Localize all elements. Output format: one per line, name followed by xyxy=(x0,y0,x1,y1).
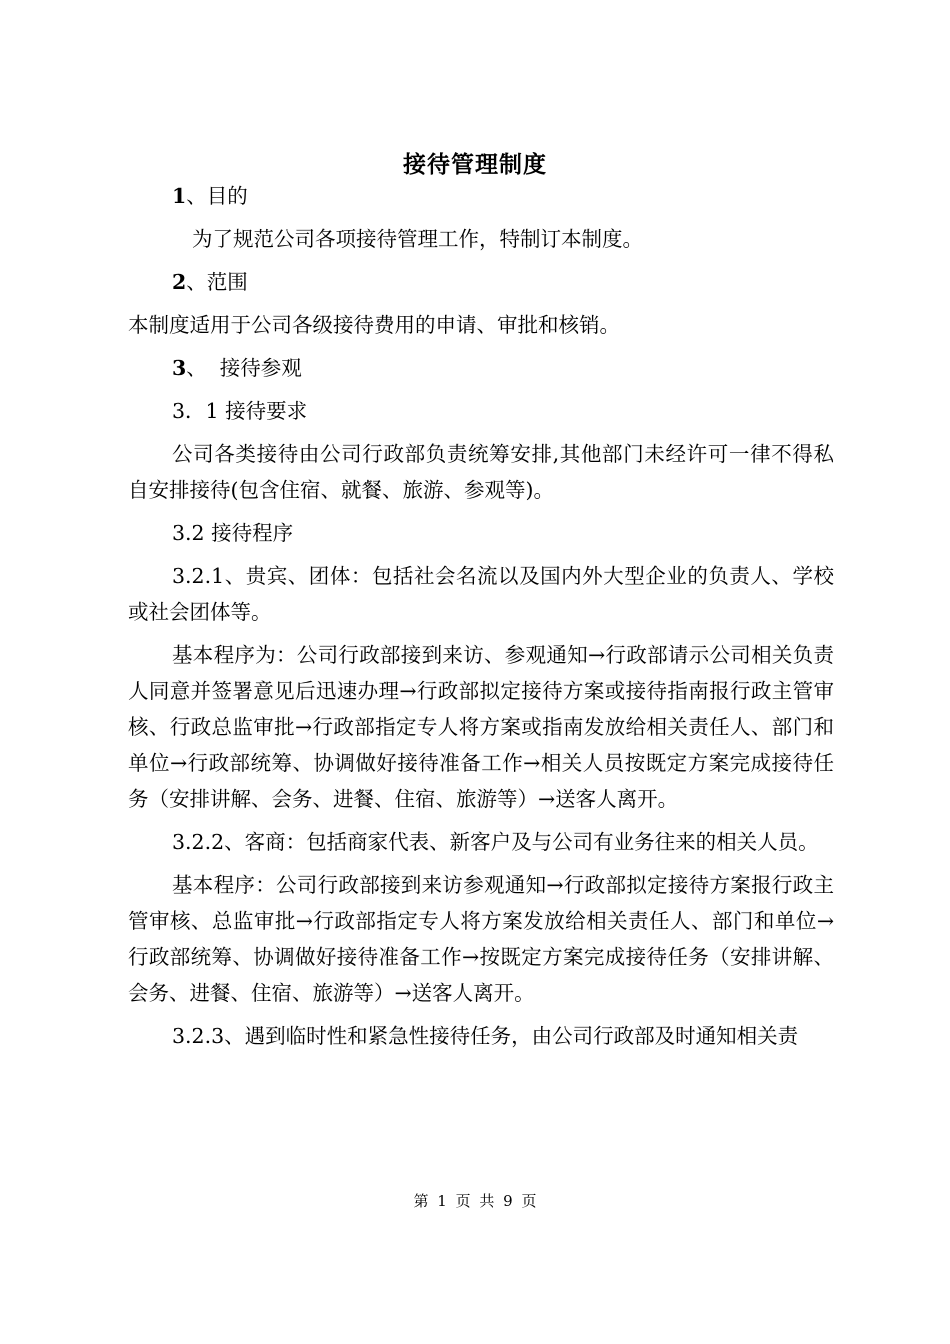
section-3-1-paragraph: 公司各类接待由公司行政部负责统筹安排,其他部门未经许可一律不得私自安排接待(包含住宿、就餐、旅游、参观等)。 xyxy=(128,442,834,502)
section-2-paragraph: 本制度适用于公司各级接待费用的申请、审批和核销。 xyxy=(128,313,620,337)
section-3-2-heading: 3.2 接待程序 xyxy=(172,521,294,545)
section-3-2-1-procedure: 基本程序为：公司行政部接到来访、参观通知→行政部请示公司相关负责人同意并签署意见后迅速办理→行政部拟定接待方案或接待指南报行政主管审核、行政总监审批→行政部指定专人将方案或指南发放给相关责任人、部门和单位→行政部统筹、协调做好接待准备工作→相关人员按既定方案完成接待任务（安排讲解、会务、进餐、住宿、旅游等）→送客人离开。 xyxy=(128,643,834,811)
section-2-number: 2 xyxy=(172,270,187,294)
section-3-heading xyxy=(128,350,834,386)
section-1-title: 、目的 xyxy=(186,184,248,208)
document-body xyxy=(128,178,834,1061)
section-3-title: 、 接待参观 xyxy=(186,356,302,380)
section-3-1-heading: 3．1 接待要求 xyxy=(172,399,308,423)
section-3-2-3-paragraph: 3.2.3、遇到临时性和紧急性接待任务，由公司行政部及时通知相关责 xyxy=(172,1024,799,1048)
section-3-2-1-paragraph: 3.2.1、贵宾、团体：包括社会名流以及国内外大型企业的负责人、学校或社会团体等。 xyxy=(128,564,834,624)
section-1-heading xyxy=(128,178,834,214)
section-1-paragraph: 为了规范公司各项接待管理工作，特制订本制度。 xyxy=(192,227,643,251)
page-footer: 第 1 页 共 9 页 xyxy=(413,1192,537,1210)
section-2-title: 、范围 xyxy=(186,270,248,294)
section-3-2-2-procedure: 基本程序：公司行政部接到来访参观通知→行政部拟定接待方案报行政主管审核、总监审批→行政部指定专人将方案发放给相关责任人、部门和单位→行政部统筹、协调做好接待准备工作→按既定方案完成接待任务（安排讲解、会务、进餐、住宿、旅游等）→送客人离开。 xyxy=(128,873,834,1005)
section-1-number: 1 xyxy=(172,184,187,208)
section-3-number: 3 xyxy=(172,356,187,380)
section-2-heading xyxy=(128,264,834,300)
section-3-2-2-paragraph: 3.2.2、客商：包括商家代表、新客户及与公司有业务往来的相关人员。 xyxy=(172,830,819,854)
document-title: 接待管理制度 xyxy=(403,152,547,178)
